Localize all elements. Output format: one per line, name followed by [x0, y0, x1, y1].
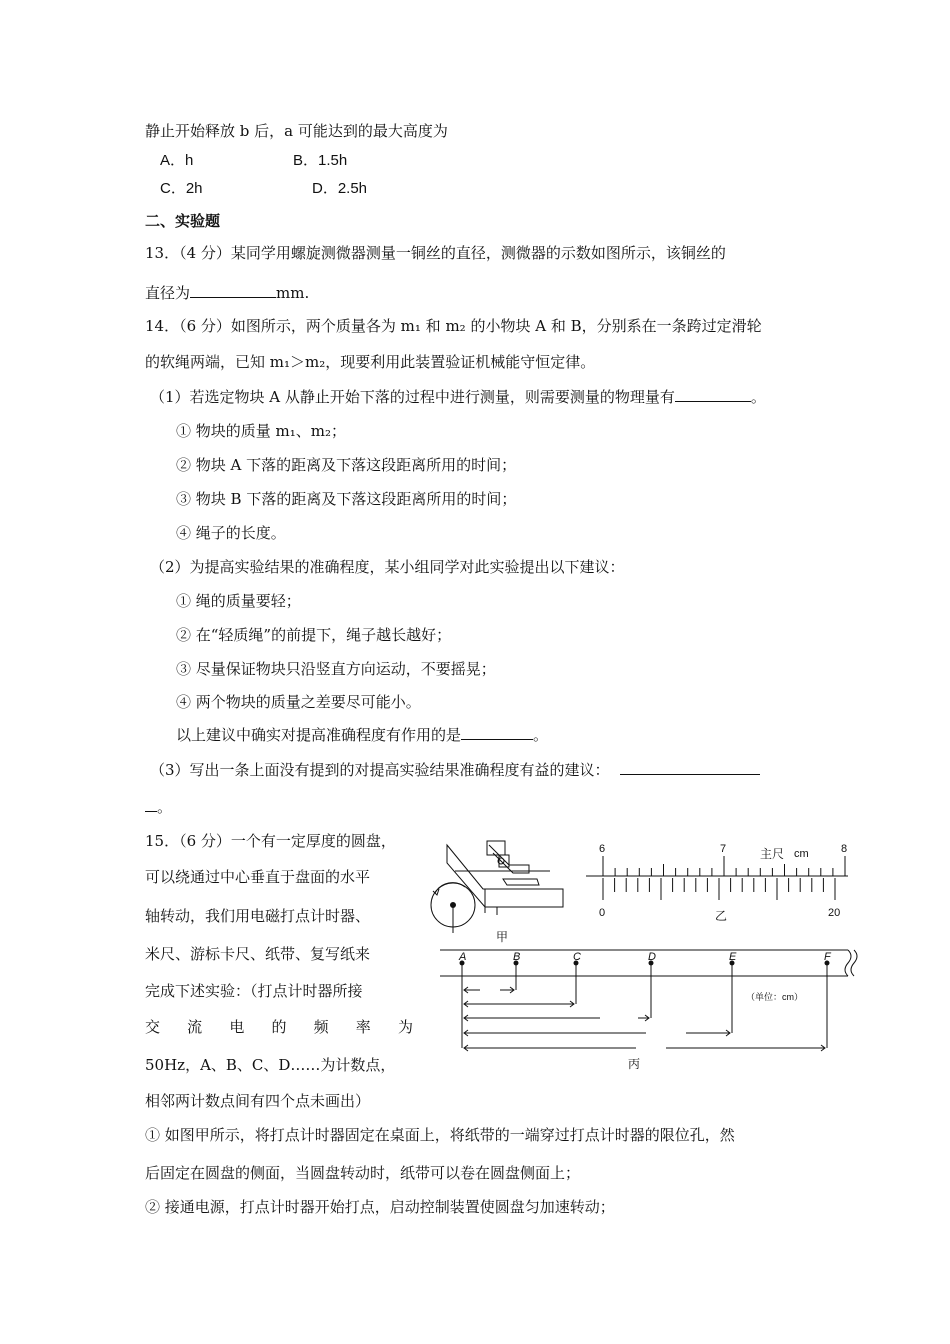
option-b: B．1.5h [293, 152, 348, 169]
q14-part3-blank-cont [145, 796, 157, 812]
q15-char: 交 [145, 1018, 161, 1036]
main-scale-label: 主尺 [760, 847, 785, 861]
q15-wrap-line: 完成下述实验：（打点计时器所接 [145, 982, 363, 1000]
q14-part3-text: （3）写出一条上面没有提到的对提高实验结果准确程度有益的建议： [150, 761, 610, 779]
option-a: A．h [160, 152, 194, 169]
section-title: 二、实验题 [145, 212, 221, 230]
q15-char: 为 [397, 1018, 413, 1036]
q14-part2-item: ④ 两个物块的质量之差要尽可能小。 [176, 693, 421, 711]
q13-line2 [145, 282, 309, 303]
q15-justified-line [145, 1017, 413, 1037]
q15-wrap-line: 50Hz，A、B、C、D……为计数点， [145, 1056, 396, 1074]
q14-part1 [150, 386, 766, 407]
q14-part2-item: ① 绳的质量要轻； [176, 592, 301, 610]
main-tick-label: 7 [720, 843, 727, 855]
yi-label: 乙 [715, 909, 728, 923]
main-tick-label: 8 [841, 843, 848, 855]
figure-yi [580, 838, 860, 923]
q14-part3-cont [145, 796, 172, 817]
q15-wrap-line: 相邻两计数点间有四个点未画出） [145, 1092, 371, 1110]
q15-wrap-line: 米尺、游标卡尺、纸带、复写纸来 [145, 945, 371, 963]
q15-step1a: ① 如图甲所示，将打点计时器固定在桌面上，将纸带的一端穿过打点计时器的限位孔，然 [145, 1126, 735, 1144]
q15-char: 的 [271, 1018, 287, 1036]
tape-point-label: F [824, 951, 831, 963]
q13-answer-blank [190, 282, 276, 298]
figure-bing [436, 944, 860, 1074]
q14-part2-end: 。 [533, 726, 549, 744]
bing-label: 丙 [628, 1057, 641, 1071]
q15-wrap-line: 轴转动，我们用电磁打点计时器、 [145, 907, 371, 925]
q14-part2-blank [461, 724, 533, 740]
q14-part2-item: ③ 尽量保证物块只沿竖直方向运动，不要摇晃； [176, 660, 496, 678]
q13-prefix: 直径为 [145, 284, 191, 302]
q14-part1-item: ① 物块的质量 m₁、m₂； [176, 422, 347, 440]
vernier-tick-label: 0 [599, 907, 606, 919]
q15-wrap-line: 可以绕通过中心垂直于盘面的水平 [145, 868, 371, 886]
q14-part2-ask [176, 724, 548, 745]
q15-char: 电 [229, 1018, 245, 1036]
q14-part1-item: ③ 物块 B 下落的距离及下落这段距离所用的时间； [176, 490, 517, 508]
q14-part2-ask-text: 以上建议中确实对提高准确程度有作用的是 [176, 726, 462, 744]
q14-part1-item: ② 物块 A 下落的距离及下落这段距离所用的时间； [176, 456, 517, 474]
q14-part1-blank [675, 386, 751, 402]
q14-part3-blank [620, 759, 760, 775]
tape-point-label: D [648, 951, 656, 963]
q14-part1-text: （1）若选定物块 A 从静止开始下落的过程中进行测量，则需要测量的物理量有 [150, 388, 675, 406]
q15-char: 频 [313, 1018, 329, 1036]
q14-part2-item: ② 在“轻质绳”的前提下，绳子越长越好； [176, 626, 452, 644]
main-tick-label: 6 [599, 843, 606, 855]
main-scale-unit: cm [794, 848, 809, 860]
q14-part2: （2）为提高实验结果的准确程度，某小组同学对此实验提出以下建议： [150, 558, 625, 576]
q14-part1-item: ④ 绳子的长度。 [176, 524, 286, 542]
q15-char: 流 [187, 1018, 203, 1036]
figure-jia [425, 833, 575, 948]
q14-part1-end: 。 [750, 388, 766, 406]
q14-line1: 14．（6 分）如图所示，两个质量各为 m₁ 和 m₂ 的小物块 A 和 B，分别系在一条跨过定滑轮 [145, 317, 762, 335]
tape-point-label: C [573, 951, 581, 963]
q14-line2: 的软绳两端，已知 m₁＞m₂，现要利用此装置验证机械能守恒定律。 [145, 353, 596, 371]
q15-wrap-line: 15．（6 分）一个有一定厚度的圆盘， [145, 832, 396, 850]
jia-label: 甲 [496, 930, 509, 944]
q15-step1b: 后固定在圆盘的侧面，当圆盘转动时，纸带可以卷在圆盘侧面上； [145, 1164, 581, 1182]
tape-point-label: E [729, 951, 737, 963]
option-d: D．2.5h [312, 180, 368, 197]
q14-part3 [150, 759, 760, 780]
q13-unit: mm. [276, 284, 310, 302]
q13-line1: 13．（4 分）某同学用螺旋测微器测量一铜丝的直径，测微器的示数如图所示，该铜丝的 [145, 244, 726, 262]
q15-char: 率 [355, 1018, 371, 1036]
q14-part3-end: 。 [157, 798, 173, 816]
tape-point-label: A [459, 951, 467, 963]
tape-point-label: B [513, 951, 521, 963]
q15-step2: ② 接通电源，打点计时器开始打点，启动控制装置使圆盘匀加速转动； [145, 1198, 615, 1216]
option-c: C．2h [160, 180, 203, 197]
vernier-tick-label: 20 [828, 907, 841, 919]
tape-unit-label: （单位：cm） [746, 992, 803, 1002]
intro-line: 静止开始释放 b 后，a 可能达到的最大高度为 [145, 122, 448, 140]
